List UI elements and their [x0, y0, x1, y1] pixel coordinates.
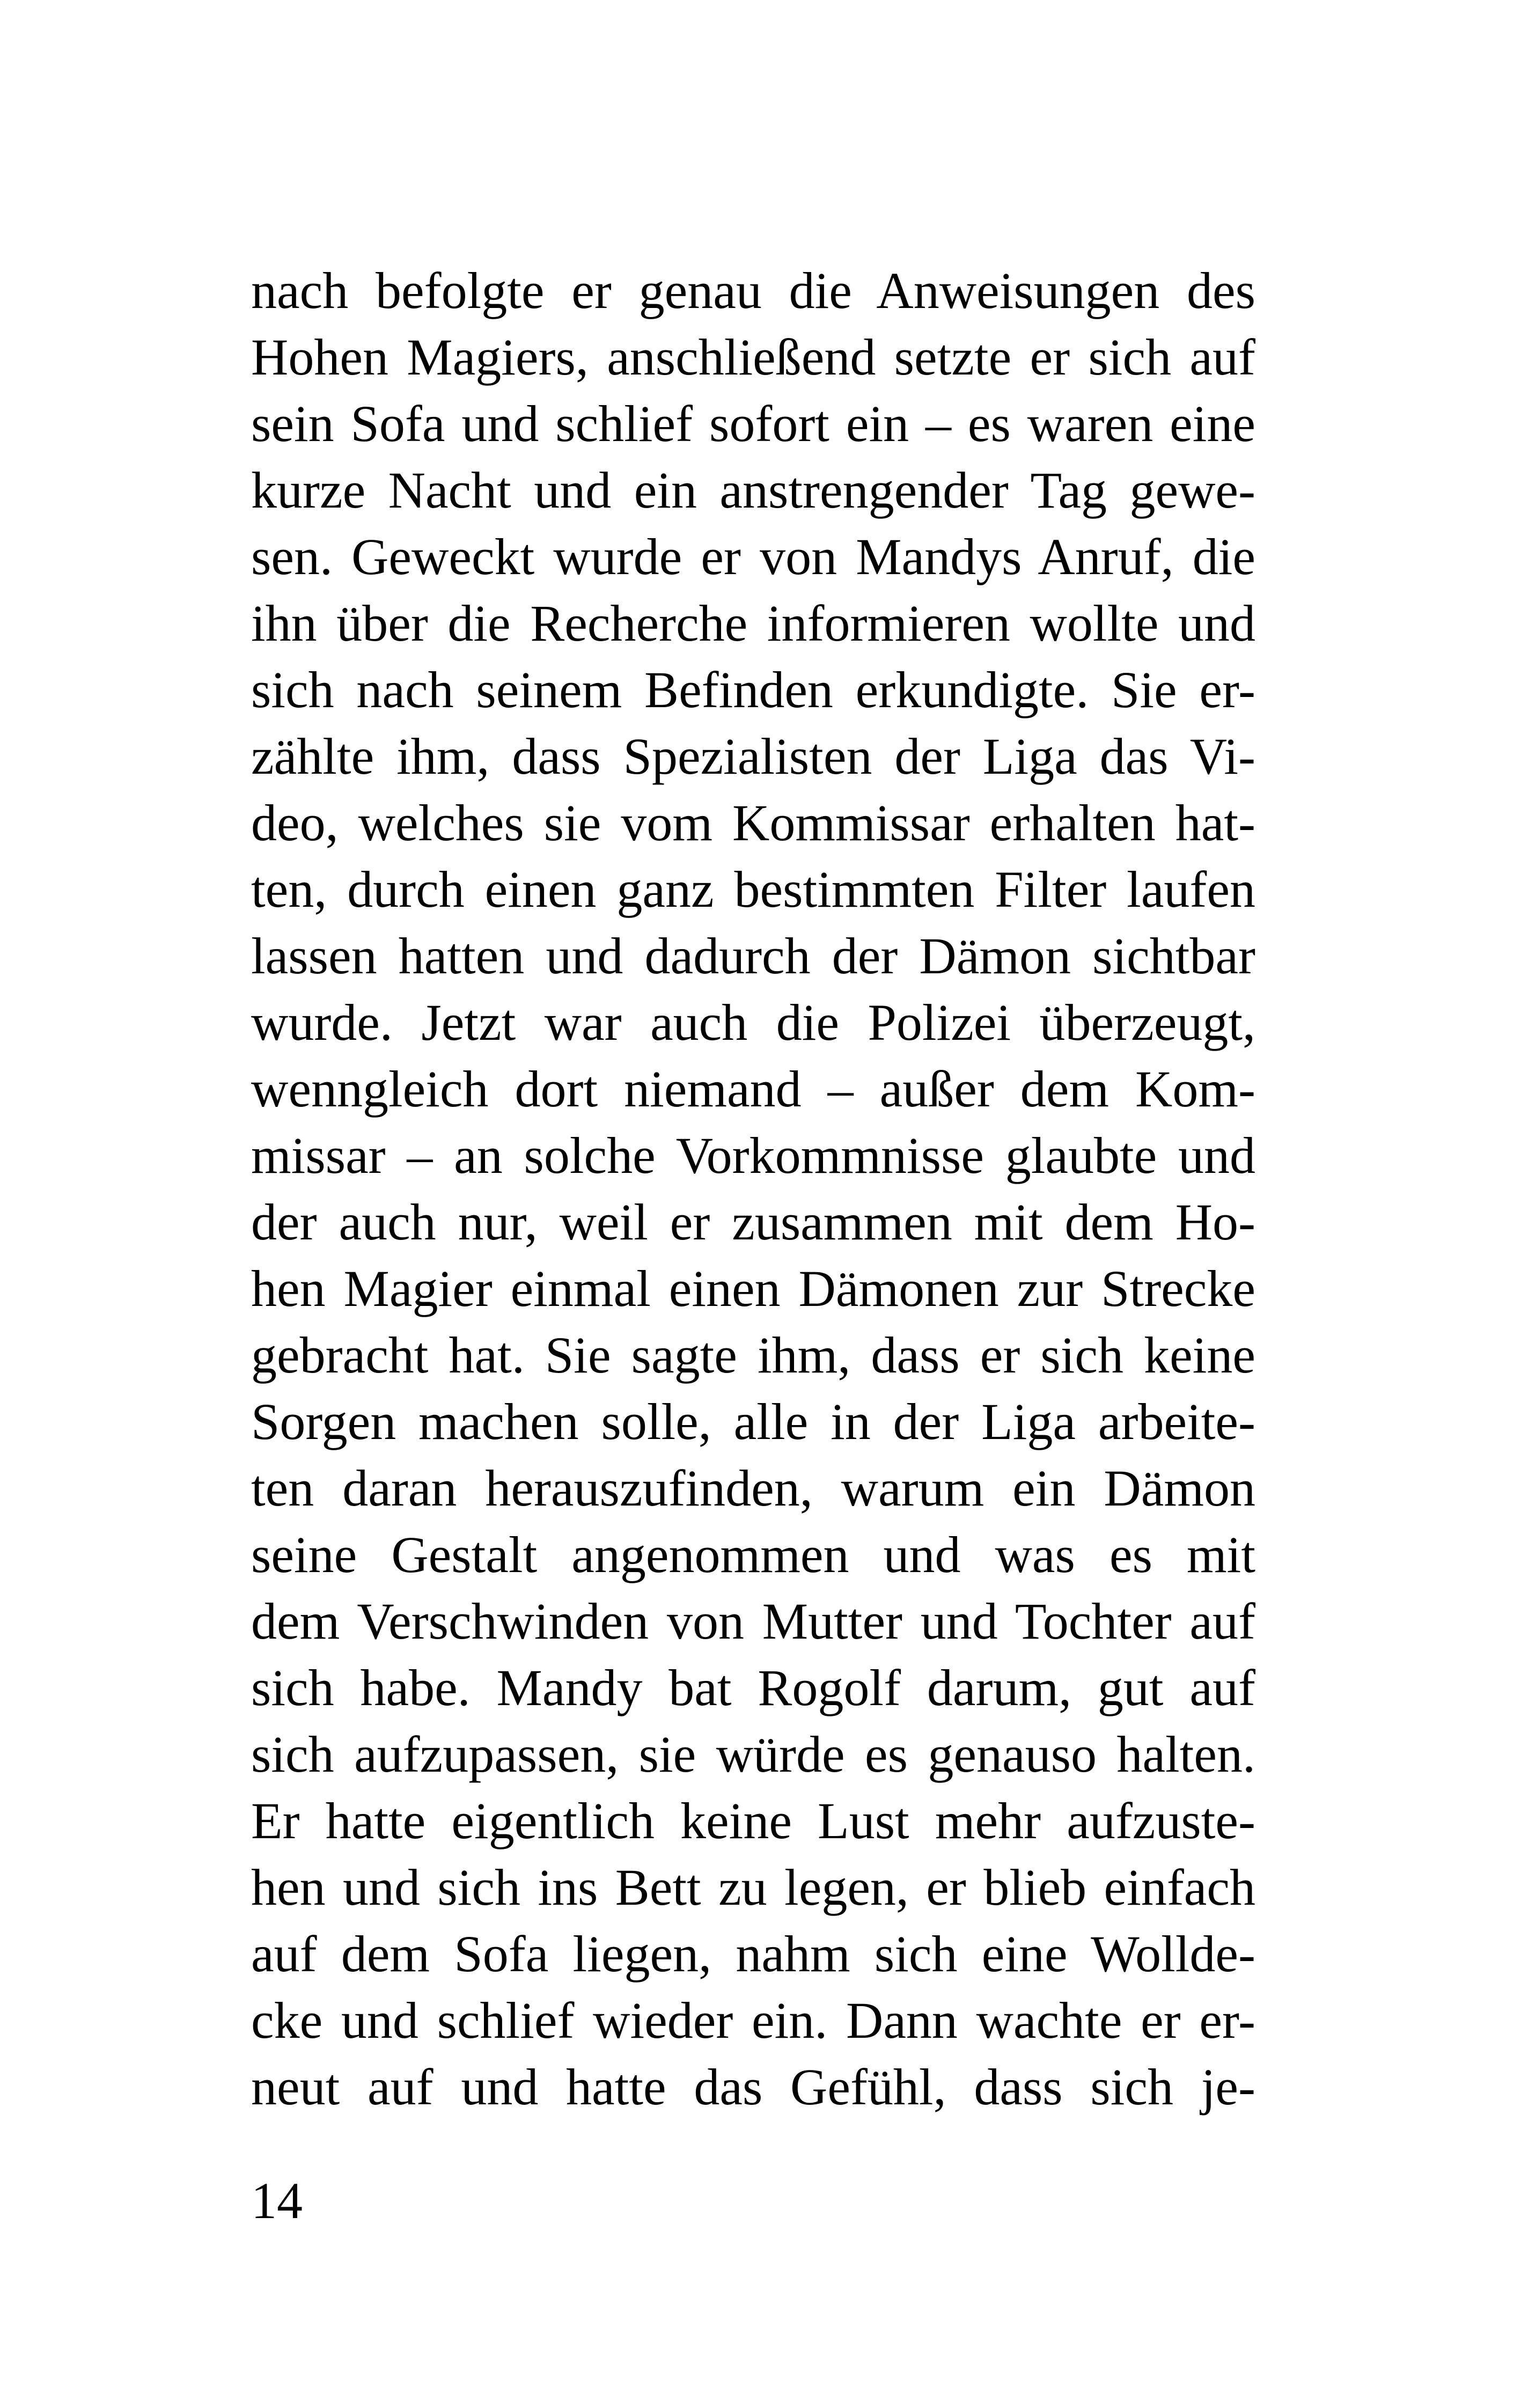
page-number: 14 [251, 2172, 303, 2229]
text-line-2: Hohen Magiers, anschließend setzte er sich auf [251, 328, 1255, 386]
text-line-24: Er hatte eigentlich keine Lust mehr aufzuste- [251, 1792, 1255, 1849]
text-line-8: zählte ihm, dass Spezialisten der Liga das Vi- [251, 728, 1255, 785]
text-line-3: sein Sofa und schlief sofort ein – es waren eine [251, 395, 1255, 452]
body-text [251, 258, 1255, 2120]
text-line-15: der auch nur, weil er zusammen mit dem Ho- [251, 1193, 1255, 1251]
text-line-10: ten, durch einen ganz bestimmten Filter laufen [251, 861, 1255, 918]
text-line-7: sich nach seinem Befinden erkundigte. Sie er- [251, 661, 1255, 718]
text-line-25: hen und sich ins Bett zu legen, er blieb einfach [251, 1859, 1255, 1916]
text-line-4: kurze Nacht und ein anstrengender Tag gewe- [251, 461, 1255, 519]
text-line-1: nach befolgte er genau die Anweisungen des [251, 262, 1255, 319]
text-line-19: ten daran herauszufinden, warum ein Dämon [251, 1459, 1255, 1517]
text-line-23: sich aufzupassen, sie würde es genauso halten. [251, 1726, 1255, 1783]
text-line-20: seine Gestalt angenommen und was es mit [251, 1526, 1255, 1583]
text-line-6: ihn über die Recherche informieren wollte und [251, 594, 1255, 652]
text-line-5: sen. Geweckt wurde er von Mandys Anruf, die [251, 528, 1255, 585]
text-line-27: cke und schlief wieder ein. Dann wachte er er- [251, 1992, 1255, 2049]
text-line-11: lassen hatten und dadurch der Dämon sichtbar [251, 927, 1255, 985]
text-line-13: wenngleich dort niemand – außer dem Kom- [251, 1060, 1255, 1118]
text-line-16: hen Magier einmal einen Dämonen zur Strecke [251, 1260, 1255, 1317]
text-line-26: auf dem Sofa liegen, nahm sich eine Wollde- [251, 1925, 1255, 1983]
text-line-12: wurde. Jetzt war auch die Polizei überzeugt, [251, 994, 1255, 1051]
text-line-9: deo, welches sie vom Kommissar erhalten hat- [251, 794, 1255, 851]
text-line-17: gebracht hat. Sie sagte ihm, dass er sich keine [251, 1326, 1255, 1384]
text-line-14: missar – an solche Vorkommnisse glaubte und [251, 1127, 1255, 1184]
text-line-28: neut auf und hatte das Gefühl, dass sich je- [251, 2058, 1255, 2116]
text-line-18: Sorgen machen solle, alle in der Liga arbeite- [251, 1393, 1255, 1450]
text-line-21: dem Verschwinden von Mutter und Tochter auf [251, 1592, 1255, 1650]
text-line-22: sich habe. Mandy bat Rogolf darum, gut auf [251, 1659, 1255, 1716]
